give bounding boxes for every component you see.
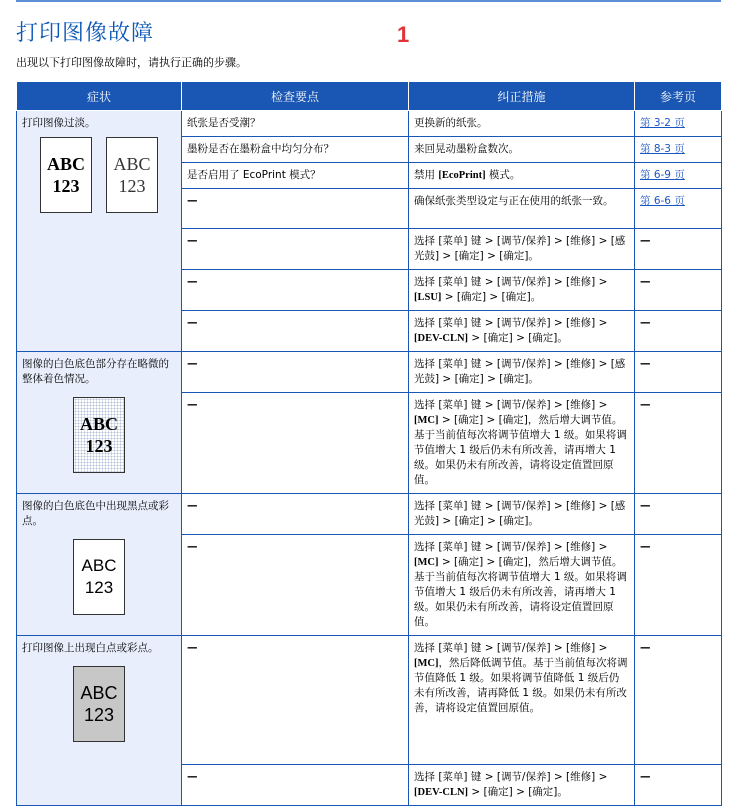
symptom-text: 图像的白色底色部分存在略微的整体着色情况。 [22,358,169,385]
action-cell: 选择 [菜单] 键 > [调节/保养] > [维修] > [DEV-CLN] > [确定] > [确定]。 [409,311,635,352]
symptom-cell [17,494,182,636]
symptom-text: 打印图像过淡。 [22,117,96,129]
check-cell: — [182,765,409,806]
ref-link[interactable]: 第 8-3 页 [640,143,685,155]
ref-cell: — [635,229,722,270]
table-row [17,352,722,393]
sample-image-dots: ABC 123 [73,539,125,615]
ref-link[interactable]: 第 3-2 页 [640,117,685,129]
sample-image-white-spots: ABC 123 [73,666,125,742]
action-cell: 选择 [菜单] 键 > [调节/保养] > [维修] > [MC] > [确定] > [确定]，然后增大调节值。基于当前值每次将调节值增大 1 级。如果将调节值增大 1 级后仍未有所改善，请再增大 1 级。如果仍未有所改善，请将设定值置回原值。 [409,393,635,494]
ref-cell: — [635,535,722,636]
action-cell: 更换新的纸张。 [409,111,635,137]
check-cell: — [182,311,409,352]
symptom-cell [17,352,182,494]
sample-image-faint: ABC 123 [106,137,158,213]
ref-cell [635,111,722,137]
ref-link[interactable]: 第 6-6 页 [640,195,685,207]
action-cell: 禁用 [EcoPrint] 模式。 [409,163,635,189]
table-row [17,111,722,137]
page-title: 打印图像故障 [16,21,155,46]
symptom-cell [17,636,182,806]
check-cell: 是否启用了 EcoPrint 模式？ [182,163,409,189]
check-cell: — [182,352,409,393]
troubleshooting-table [16,81,722,806]
check-cell: — [182,189,409,229]
ref-cell [635,163,722,189]
header-action: 纠正措施 [409,82,635,111]
check-cell: — [182,535,409,636]
table-header-row [17,82,722,111]
ref-cell: — [635,494,722,535]
table-row [17,636,722,765]
table-row [17,494,722,535]
page-subtitle: 出现以下打印图像故障时，请执行正确的步骤。 [16,56,247,69]
header-ref: 参考页 [635,82,722,111]
sample-images [22,137,176,213]
symptom-text: 图像的白色底色中出现黑点或彩点。 [22,500,169,527]
ref-cell: — [635,311,722,352]
symptom-text: 打印图像上出现白点或彩点。 [22,642,159,654]
header-check: 检查要点 [182,82,409,111]
check-cell: — [182,270,409,311]
header-symptom: 症状 [17,82,182,111]
check-cell: 墨粉是否在墨粉盒中均匀分布？ [182,137,409,163]
ref-cell: — [635,270,722,311]
ref-cell: — [635,352,722,393]
action-cell: 选择 [菜单] 键 > [调节/保养] > [维修] > [感光鼓] > [确定] > [确定]。 [409,494,635,535]
sample-image-tinted: ABC 123 [73,397,125,473]
action-cell: 选择 [菜单] 键 > [调节/保养] > [维修] > [MC]，然后降低调节值。基于当前值每次将调节值降低 1 级。如果将调节值降低 1 级后仍未有所改善，请再降低 1 级。如果仍未有所改善，请将设定值置回原值。 [409,636,635,765]
check-cell: — [182,636,409,765]
action-cell: 来回晃动墨粉盒数次。 [409,137,635,163]
ref-cell: — [635,393,722,494]
action-cell: 选择 [菜单] 键 > [调节/保养] > [维修] > [DEV-CLN] > [确定] > [确定]。 [409,765,635,806]
action-cell: 选择 [菜单] 键 > [调节/保养] > [维修] > [感光鼓] > [确定] > [确定]。 [409,229,635,270]
page-number: 1 [397,22,410,47]
check-cell: — [182,393,409,494]
action-cell: 选择 [菜单] 键 > [调节/保养] > [维修] > [MC] > [确定] > [确定]，然后增大调节值。基于当前值每次将调节值增大 1 级。如果将调节值增大 1 级后仍未有所改善，请再增大 1 级。如果仍未有所改善，请将设定值置回原值。 [409,535,635,636]
action-cell: 选择 [菜单] 键 > [调节/保养] > [维修] > [LSU] > [确定] > [确定]。 [409,270,635,311]
check-cell: 纸张是否受潮？ [182,111,409,137]
ref-link[interactable]: 第 6-9 页 [640,169,685,181]
sample-image-dark: ABC 123 [40,137,92,213]
symptom-cell [17,111,182,352]
ref-cell [635,189,722,229]
top-rule [16,0,721,2]
ref-cell [635,137,722,163]
action-cell: 选择 [菜单] 键 > [调节/保养] > [维修] > [感光鼓] > [确定] > [确定]。 [409,352,635,393]
check-cell: — [182,494,409,535]
ref-cell: — [635,765,722,806]
ref-cell: — [635,636,722,765]
check-cell: — [182,229,409,270]
action-cell: 确保纸张类型设定与正在使用的纸张一致。 [409,189,635,229]
